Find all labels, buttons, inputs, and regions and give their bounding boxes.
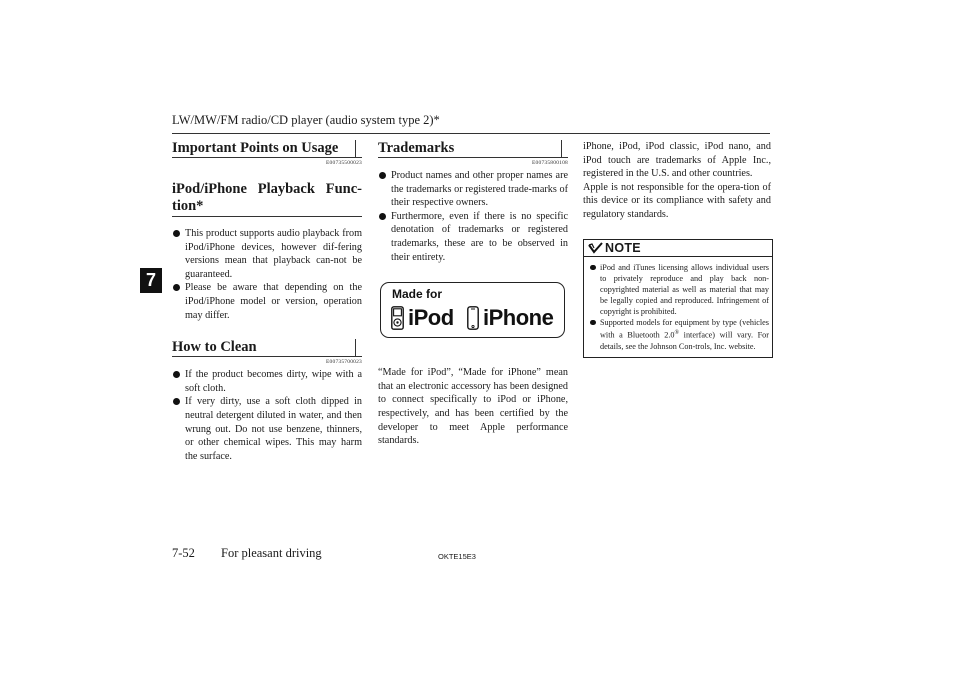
chapter-tab: 7 (140, 268, 162, 293)
running-header: LW/MW/FM radio/CD player (audio system type 2)* (172, 113, 440, 127)
note-box (583, 239, 773, 358)
note-text: Supported models for equipment by type (vehicles with a Bluetooth 2.0 (600, 318, 769, 340)
trademark-bullets (378, 169, 568, 264)
ipod-icon (391, 306, 404, 330)
list-item: If the product becomes dirty, wipe with a soft cloth. (172, 368, 362, 395)
note-text: interface) will vary. For details, see the Johnson Con-trols, Inc. website. (600, 330, 769, 351)
page-number: 7-52 (172, 546, 195, 560)
note-pencil-icon (588, 242, 603, 254)
apple-disclaimer: Apple is not responsible for the opera-tion of this device or its compliance with safety and regulatory standards. (583, 181, 771, 220)
iphone-icon (467, 306, 479, 330)
note-label: NOTE (605, 241, 641, 255)
note-header (584, 240, 772, 257)
footer-code: OKTE15E3 (438, 552, 476, 561)
list-item: Product names and other proper names are the trademarks or registered trade-marks of their respective owners. (378, 169, 568, 210)
heading-important-points (172, 140, 362, 158)
note-items (584, 257, 772, 357)
header-rule (172, 133, 770, 134)
list-item: Please be aware that depending on the iPod/iPhone model or version, operation may differ. (172, 281, 362, 322)
footer-section: For pleasant driving (221, 546, 322, 560)
trademark-paragraph: iPhone, iPod, iPod classic, iPod nano, and iPod touch are trademarks of Apple Inc., registered in the U.S. and other countries. (583, 141, 771, 180)
clean-bullets (172, 368, 362, 463)
heading-ipod-playback (172, 181, 362, 217)
logo-iphone-text: iPhone (483, 304, 554, 330)
registered-mark: ® (674, 330, 680, 336)
logo-iphone (467, 305, 553, 330)
section-code: E00735800108 (531, 160, 568, 166)
section-title: Important Points on Usage (172, 140, 339, 156)
heading-bar (355, 339, 356, 357)
column-2 (378, 140, 568, 448)
list-item: iPod and iTunes licensing allows individual users to privately reproduce and play back non- copyrighted material as well as material that may be legally copied and reproduced. Infringement of copyright is prohibited. (589, 262, 769, 317)
list-item: If very dirty, use a soft cloth dipped in neutral detergent diluted in water, and then wrung out. Do not use benzene, thinners, or other chemical wipes. This may harm the surface. (172, 395, 362, 463)
heading-trademarks (378, 140, 568, 158)
section-title: Trademarks (378, 140, 455, 156)
section-code: E00735700023 (325, 359, 362, 366)
ipod-bullets (172, 227, 362, 322)
heading-bar (355, 140, 356, 158)
column-3 (583, 140, 771, 222)
heading-how-to-clean (172, 339, 362, 357)
made-for-paragraph: “Made for iPod”, “Made for iPhone” mean that an electronic accessory has been designed to connect specifically to iPod or iPhone, respectively, and has been certified by the developer to meet Apple performance standards. (378, 367, 568, 447)
list-item (589, 317, 769, 352)
section-title: How to Clean (172, 339, 257, 356)
made-for-ipod-iphone-logo (380, 282, 565, 338)
list-item: This product supports audio playback from iPod/iPhone devices, however dif-fering versions mean that playback can-not be guaranteed. (172, 227, 362, 281)
column-1 (172, 140, 362, 463)
logo-ipod-text: iPod (408, 304, 454, 330)
list-item: Furthermore, even if there is no specific denotation of trademarks or registered trademarks, these are to be observed in their entirety. (378, 210, 568, 264)
section-code: E00735500023 (325, 160, 362, 166)
logo-ipod (391, 305, 454, 330)
logo-made-for: Made for (392, 287, 443, 302)
heading-bar (561, 140, 562, 158)
section-title: iPod/iPhone Playback Func-tion* (172, 181, 362, 214)
